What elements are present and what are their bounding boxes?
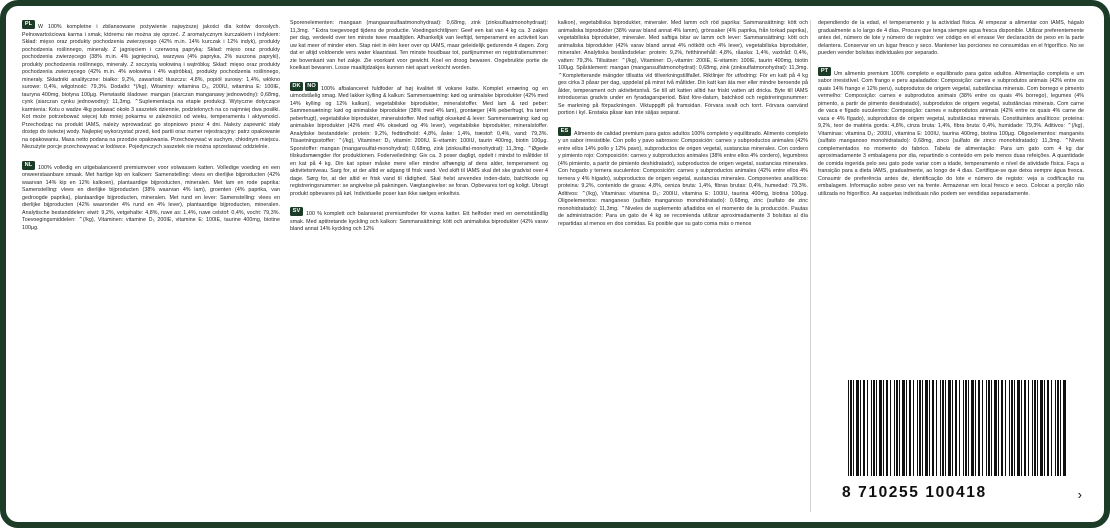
paragraph-text: 100 % komplett och balanserat premiumfoder för vuxna katter. Ett helfoder med en oemotståndlig smak. Med aptitretande kyckling och kalkon: Sammansättning: kött och animaliska biprodukter (42% varav bland annat 14% kyckling och 12% <box>290 211 548 233</box>
paragraph-text: 100% volledig en uitgebalanceerd premiumvoer voor volwassen katten. Volledige voeding en een onweerstaanbare smaak. Met hartige kip en kalkoen: Samenstelling: vlees en dierlijke bijproducten (42% waarvan 14% kip en 12% kalkoen), plantaardige bijproducten, mineralen. Met lam en rode paprika: Samenstelling: vlees en dierlijke bijproducten (38% waarvan 4% lam), groenten (4% paprika, van gedroogde paprika), plantaardige bijproducten, mineralen. Met rund en lever: Samenstelling: vlees en dierlijke bijproducten (42% waaronder 4% rund en 4% lever), plantaardige bijproducten, mineralen. Analytische bestanddelen: eiwit: 9,2%, vetgehalte: 4,8%, ruwe as: 1,4%, ruwe celstof: 0,4%, vocht: 79,3%. Toevoegingsmiddelen: ⌃(/kg), Vitaminen: vitamine D₃ 200IE, vitamine E: 100IE, taurine 400mg, biotine 100μg. <box>22 164 280 231</box>
language-paragraph <box>22 20 280 152</box>
barcode-bars <box>848 380 1066 476</box>
column-2 <box>290 20 548 512</box>
language-block-pt <box>818 67 1084 199</box>
column-divider <box>810 20 811 512</box>
language-paragraph <box>22 161 280 233</box>
barcode-number: 8 710255 100418 <box>842 484 987 501</box>
flag-no-icon: NO <box>305 82 318 91</box>
barcode-area <box>836 380 1082 508</box>
paragraph-text: 100% afbalanceret fuldfoder af høj kvalitet til voksne katte. Komplet ernæring og en uimodståelig smag. Med lakker kylling & kalkun: Sammensætning: kød og animalske biprodukter (42% med 14% kylling og 12% kalkun), vegetabilske biprodukter, mineralstoffer. Med lam & rød peber: Sammensætning: kød og animalske biprodukter (38% med 4% lam), grontæger (4% peberfrugt, fra tørret peberfrugt), vegetabilske biprodukter, mineralstoffer. Med saftigt oksekød & lever: Sammensætning: kød og animalske biprodukter (42% med 4% oksekød og 4% lever), vegetabilske biprodukter, mineralstoffer. Analytiske bestanddele: protein: 9,2%, fedtindhold: 4,8%, åske: 1,4%, træstof: 0,4%, vand: 79,3%. Tilsaetningsstoffer: ⌃(/kg), Vitaminer: D₃ vitamin: 200IU, E-vitamin: 100IU, taurin 400mg, biotin 100μg. Sporstoffer: mangan (mangansulfat-monohydrat): 0,68mg, zink (zinksulfat-monohydrat): 11,3mg. ⌃Øgede tilskudsmængder ifor produktionen. Foderveiledning: Giv ca. 3 poser dagligt, opdelt i mindst to måltider til en kat på 4 kg. Din kat spiser måske mere eller mindre afhængig af dens alder, temperament og aktivitetsniveau. Sarg for, at der altid er adgang til frisk vand. Ved skift til IAMS skal det ske gradvist over 4 dage. Sørg for, at der altid er frisk vand til rådighed. Skal helst anvendes inden-dato, batchkode og registreringsnummer: se angivelse på pakningen. Vægtangivelse: se foran. Opbevares tort og koligt. Ubrugt produkt opbevares på køl. Individuelle poser kan ikke sælges enkeltvis. <box>290 85 548 197</box>
language-paragraph <box>558 127 808 229</box>
column-1 <box>22 20 280 512</box>
language-block-sv <box>290 207 548 234</box>
flag-pl-icon: PL <box>22 20 35 29</box>
language-block-es <box>558 127 808 229</box>
language-block-dk-no <box>290 82 548 199</box>
text-columns-container <box>6 6 1104 522</box>
flag-nl-icon: NL <box>22 161 35 170</box>
language-block-nl <box>22 161 280 233</box>
column-3 <box>558 20 808 512</box>
language-paragraph <box>818 67 1084 199</box>
paragraph-text: Sporenelementen: mangaan (mangaansulfaatmonohydraat): 0,68mg, zink (zinksulfaatmonohydraat): 11,3mg. ⌃Extra toegevoegd tijdens de productie. Voedingsrichtlijnen: Geef een kat van 4 kg ca. 3 zakjes per dag, verdeeld over ten minste twee maaltijden. Afhankelijk van leeftijd, temperament en activiteit kan uw kat meer of minder eten. Stap niet in één keer over op IAMS, maar geleidelijk gedurende 4 dagen. Zorg dat er altijd voldoende vers water klaarstaat. Ten minste houdbaar tot, partijnummer en registratienummer: zie bovenkant van het zakje. Zie voorkant voor gewicht. Koel en droog bewaren. Ongebruikte portie de koelkast bewaren. Losse maaltijdzakjes kunnen niet apart verkocht worden. <box>290 20 548 72</box>
flag-pt-icon: PT <box>818 67 831 76</box>
language-block-pl <box>22 20 280 152</box>
flag-es-icon: ES <box>558 127 571 136</box>
paragraph-text: kalkon), vegetabiliska biprodukter, mineraler. Med lamm och röd paprika: Sammansättning: kött och animaliska biprodukter (38% varav bland annat 4% lamm), grönsaker (4% paprika, från torkad paprika), vegetabiliska biprodukter, mineraler. Med saftiga bitar av lamm och lever: Sammansättning: kött och animaliska biprodukter (42% varav bland annat 4% nötkött och 4% lever), vegetabiliska biprodukter, mineraler. Analytiska beståndsdelar: protein: 9,2%, fetthinnehåll: 4,8%, råaska: 1,4%, vaxtråd: 0,4%, vatten: 79,3%. Tillsätser: ⌃(/kg), Vitaminer: D₃-vitamin: 200IE, E-vitamin: 100IE, taurin 400mg, biotin 100μg. Spårälement: mangan (mangansulfatmonohydrat): 0,68mg, zink (zinksulfatmonohydrat): 11,3mg. ⌃Kompletterande mängder tillsatta vid tillverkningstillfallet. Riktlinjer för utfodring: För en katt på 4 kg ges cirka 3 påsar per dag, uppdelat på minst två måltider. Din katt kan äta mer eller mindre beroende på ålder, temperament och aktivitetsnivå. Se till att katten alltid har friskt vatten att dricka. Byte till IAMS introduceras gradvis under en fyradagarsperiod. Bäst före-datum, batchkod och registreringsnummer: Se markning på förpackningen. Viktuppgift på framsidan. Förvara svalt och torrt. Förvara oanvänd portion i kyl. Enstaka påsar kan inte säljas separat. <box>558 20 808 117</box>
language-block-sv-continued <box>558 20 808 118</box>
language-block-nl-continued <box>290 20 548 73</box>
paragraph-text: Alimento de calidad premium para gatos adultos 100% completo y equilibrado. Alimento completo y un sabor irresistible. Con pollo y pavo sabrosos: Composición: carnes y subproductos animales (42% entre ellos 14% pollo y 12% pavo), subproductos de origen vegetal, sustancias minerales. Con cordero y pimiento rojo: Composición: carnes y subproductos animales (38% entre ellos 4% cordero), legumbres (4% pimiento, a partir de pimiento deshidratado), subproductos de origen vegetal, sustancias minerales. Con hogado y ternera suculentos: Composición: carnes y subproductos animales (42% entre ellos 4% ternera y 4% hígado), subproductos de origen vegetal, sustancias minerales. Componentes analíticos: proteina: 9,2%, contenido de grasa: 4,8%, ceniza bruta: 1,4%, fibras brutas: 0,4%, humedad: 79,3%. Aditivos: ⌃(/kg), Vitaminas: vitamina D₃: 200IU, vitamina E: 100IU, taurina 400mg, biotina 100μg. Oligoelementos: manganeso (sulfato manganoso monohidratado): 0,68mg, zinc (sulfato de zinc monohidratado): 11,3mg. ⌃Niveles de suplemento añadidos en el momento de la producción. Pautas de administración: Para un gato de 4 kg se recomienda utilizar aproximadamente 3 bolsitas al día repartidas al menos en dos comidas. Es posible que su gato coma más o menos <box>558 130 809 227</box>
language-block-es-continued <box>818 20 1084 58</box>
flag-dk-icon: DK <box>290 82 303 91</box>
column-4 <box>818 20 1084 512</box>
paragraph-text: dependiendo de la edad, el temperamento y la actividad física. Al empezar a alimentar con IAMS, hágalo gradualmente a lo largo de 4 días. Procure que tenga siempre agua fresca disponible. Utilizar preferentemente antes del, número de lote y número de registro: ver código en el envase Ver declaración de peso en la parte delantera. Conservar en un lugar fresco y seco. Mantener las porciones no consumidas en el frigorífico. No se pueden vender bolsitas individuales por separado. <box>818 20 1084 57</box>
paragraph-text: Um alimento premium 100% completo e equilibrado para gatos adultos. Alimentação completa e um sabor irresistível. Com frango e peru apaladados: Composição: carnes e subprodutos animais (42% entre os quais 14% frango e 12% peru), subprodutos de origem vegetal, substâncias minerais. Com borrego e pimento vermelho: Composição: carnes e subprodutos animais (38% entre os quais 4% borrego), legumes (4% pimento, a partir de pimento desidratado), subprodutos de origem vegetal, substâncias minerais. Com carne de vaca e fígado suculentos: Composição: carnes e subprodutos animais (42% entre os quais 4% carne de vaca e 4% fígado), subprodutos de origem vegetal, substâncias minerais. Constituintes analíticos: proteina: 9,2%, teor de matéria gorda: 4,8%, cinza bruta: 1,4%, fibra bruta: 0,4%, humidade: 79,3%. Aditivos: ⌃(/kg), Vitaminas: vitamina D₃: 200IU, vitamina E: 100IU, taurina 400mg, biotina 100μg. Oligoelementos: manganés (sulfato manganoso monohidratado): 0,68mg, zinco (sulfato de zinco monohidratado): 11,3mg. ⌃Níveis complementados no momento do fabrico. Tabela de alimentação: Para um gato com 4 kg dar aproximadamente 3 embalagens por dia, repartindo o conteúdo em pelo menos duas refeições. A quantidade de comida ingerida pelo seu gato pode variar com a idade, temperamento e nível de atividade física. Faça a transição para a dieta IAMS, gradualmente, ao longo de 4 dias. Certifique-se que deixa sempre água fresca. Consumir de preferência antes de, identificação do lote e número de registo: veja a codificação na embalagem. Informação sobre peso ver na frente. Armazenar em local fresco e seco. Colocar a porção não utilizada no frigorífico. As saquetas individuais não podem ser vendidas separadamente. <box>818 70 1084 197</box>
paragraph-text: W 100% kompletne i zbilansowane pożywienie najwyższej jakości dla kotów dorosłych. Pełnowartościowa karma i smak, któremu nie można się oprzeć. Z aromatycznym kurczakiem i indykiem: Skład: mięso oraz produkty pochodzenia zwierzęcego (42% m.in. 14% kurczak i 12% indyk), produkty pochodzenia roślinnego, minerały. Z jagnięciem i czerwoną papryką: Skład: mięso oraz produkty pochodzenia zwierzęcego (38% m.in. 4% jagnięcina), warzywa (4% papryka, 2% suszona papryki), produkty pochodzenia roślinnego, minerały. Z soczystą wołowiną i wątróbką: Skład: mięso oraz produkty pochodzenia zwierzęcego (42% m.in. 4% wołowina i 4% wątróbka), produkty pochodzenia roślinnego, minerały. Składniki analityczne: białko: 9,2%, zawartość tłuszczu: 4,8%, popiół surowy: 1,4%, włókno surowe: 0,4%, wilgotność: 79,3%. Dodatki: *(/kg), Witaminy: witamina D₃, 200IU, witamina E: 100IE, tauryna 400mg, biotyna 100μg. Pierwiastki śladowe: mangan (siarczan manganawy jednowodny): 0,68mg, cynk (siarczan cynku jednowodny): 11,3mg. ⌃Suplementacja na etapie produkcji. Wytyczne dotyczące karmienia: Kotu o wadze 4kg podawać około 3 saszetek dziennie, podzielonych na co najmniej dwa posiłki. Kot może potrzebować więcej lub mniej pokarmu w zależności od wieku, temperamentu i aktywności. Przechodząc na produkt IAMS, należy wprowadzać go stopniowo przez 4 dni. Należy zapewnić stały dostęp do świeżej wody. Najlepiej wykorzystać przed, kod partii oraz numer rejestracyjny: patrz opakowanie na opakowaniu. Masa netto podana na przodzie opakowania. Przechowywać w suchym, chłodnym miejscu. Niezużyte porcje przechowywać w lodówce. Pojedynczych saszetek nie można sprzedawać oddzielnie. <box>22 24 280 151</box>
language-paragraph <box>290 82 548 199</box>
language-paragraph <box>290 207 548 234</box>
chevron-right-icon: › <box>1077 487 1082 502</box>
flag-sv-icon: SV <box>290 207 303 216</box>
